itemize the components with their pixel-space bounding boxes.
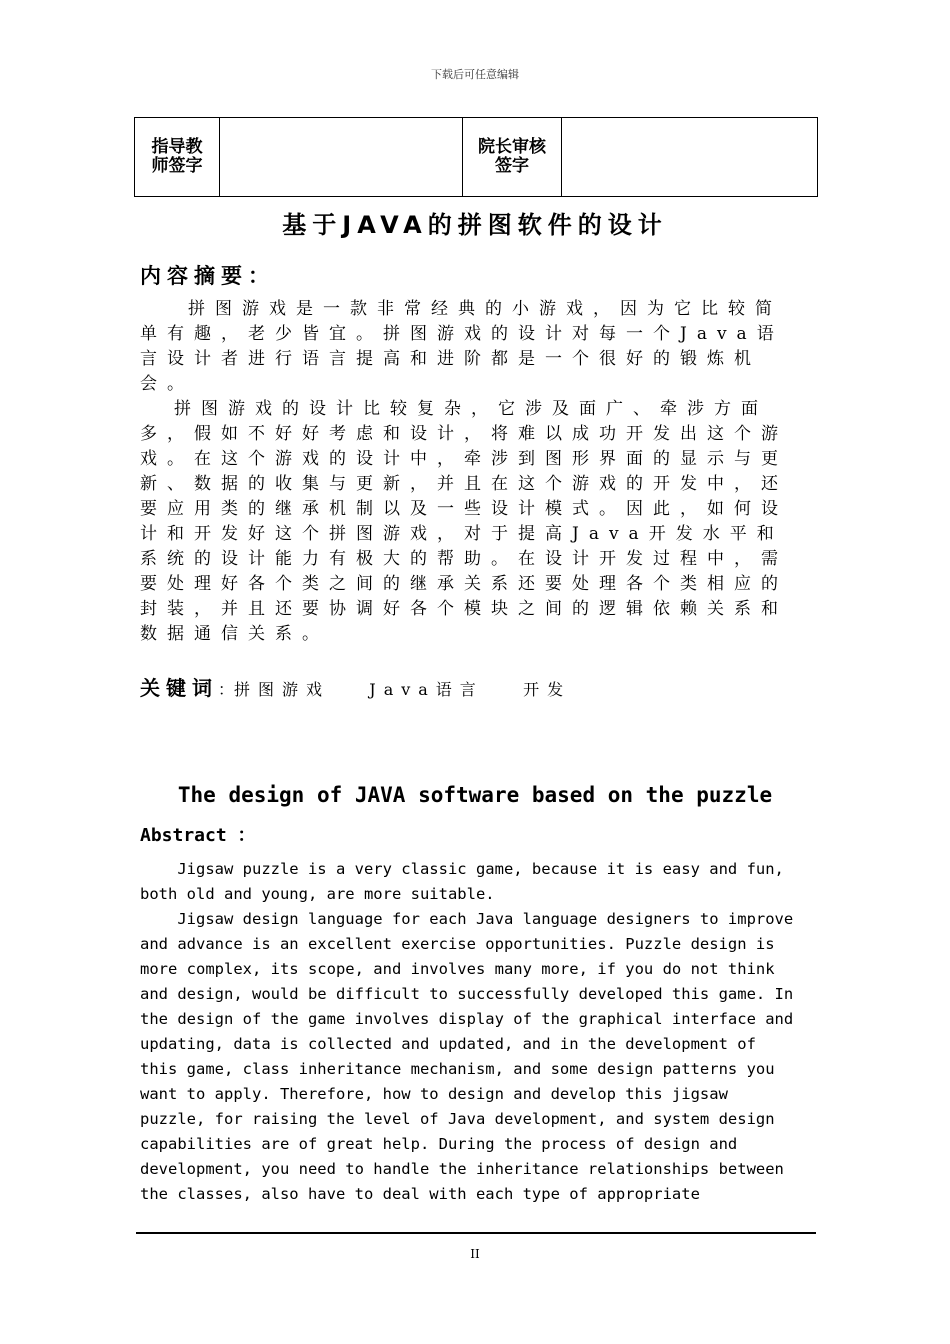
chinese-title: 基于JAVA的拼图软件的设计: [282, 211, 668, 239]
keywords-separator: ：: [218, 680, 235, 699]
dean-signature-label: 院长审核 签字: [463, 118, 562, 197]
dean-signature-field: [562, 118, 818, 197]
chinese-abstract-paragraph: 拼图游戏的设计比较复杂，它涉及面广、牵涉方面多，假如不好好考虑和设计，将难以成功开发出这个游戏。在这个游戏的设计中，牵涉到图形界面的显示与更新、数据的收集与更新，并且在这个游戏的开发中，还要应用类的继承机制以及一些设计模式。因此，如何设计和开发好这个拼图游戏，对于提高Java开发水平和系统的设计能力有极大的帮助。在设计开发过程中，需要处理好各个类之间的继承关系还要处理各个类相应的封装，并且还要协调好各个模块之间的逻辑依赖关系和数据通信关系。: [140, 399, 788, 644]
advisor-signature-field: [220, 118, 463, 197]
english-title: The design of JAVA software based on the puzzle: [177, 783, 773, 807]
page-number: II: [470, 1247, 480, 1261]
chinese-abstract-heading: 内容摘要：: [140, 264, 275, 288]
english-abstract-paragraph: Jigsaw puzzle is a very classic game, because it is easy and fun, both old and young, are more suitable.: [140, 860, 784, 903]
english-abstract-paragraph: Jigsaw design language for each Java language designers to improve and advance is an excellent exercise opportunities. Puzzle design is more complex, its scope, and involves many more, if you do not think and design, would be difficult to successfully developed this game. In the design of the game involves display of the graphical interface and updating, data is collected and updated, and in the development of this game, class inheritance mechanism, and some design patterns you want to apply. Therefore, how to design and develop this jigsaw puzzle, for raising the level of Java development, and system design capabilities are of great help. During the process of design and development, you need to handle the inheritance relationships between the classes, also have to deal with each type of appropriate: [140, 910, 794, 1203]
advisor-signature-label: 指导教 师签字: [135, 118, 220, 197]
footer-rule: [136, 1232, 816, 1234]
signature-table: [134, 117, 818, 197]
keywords-label: 关键词: [140, 676, 218, 700]
keywords-line: [140, 672, 571, 701]
english-abstract-heading: Abstract ：: [140, 825, 256, 846]
keywords-value: 拼图游戏 Java语言 开发: [234, 680, 572, 699]
chinese-abstract-paragraph: 拼图游戏是一款非常经典的小游戏，因为它比较简单有趣，老少皆宜。拼图游戏的设计对每一个Java语言设计者进行语言提高和进阶都是一个很好的锻炼机会。: [140, 299, 784, 394]
header-note: 下载后可任意编辑: [431, 68, 519, 81]
